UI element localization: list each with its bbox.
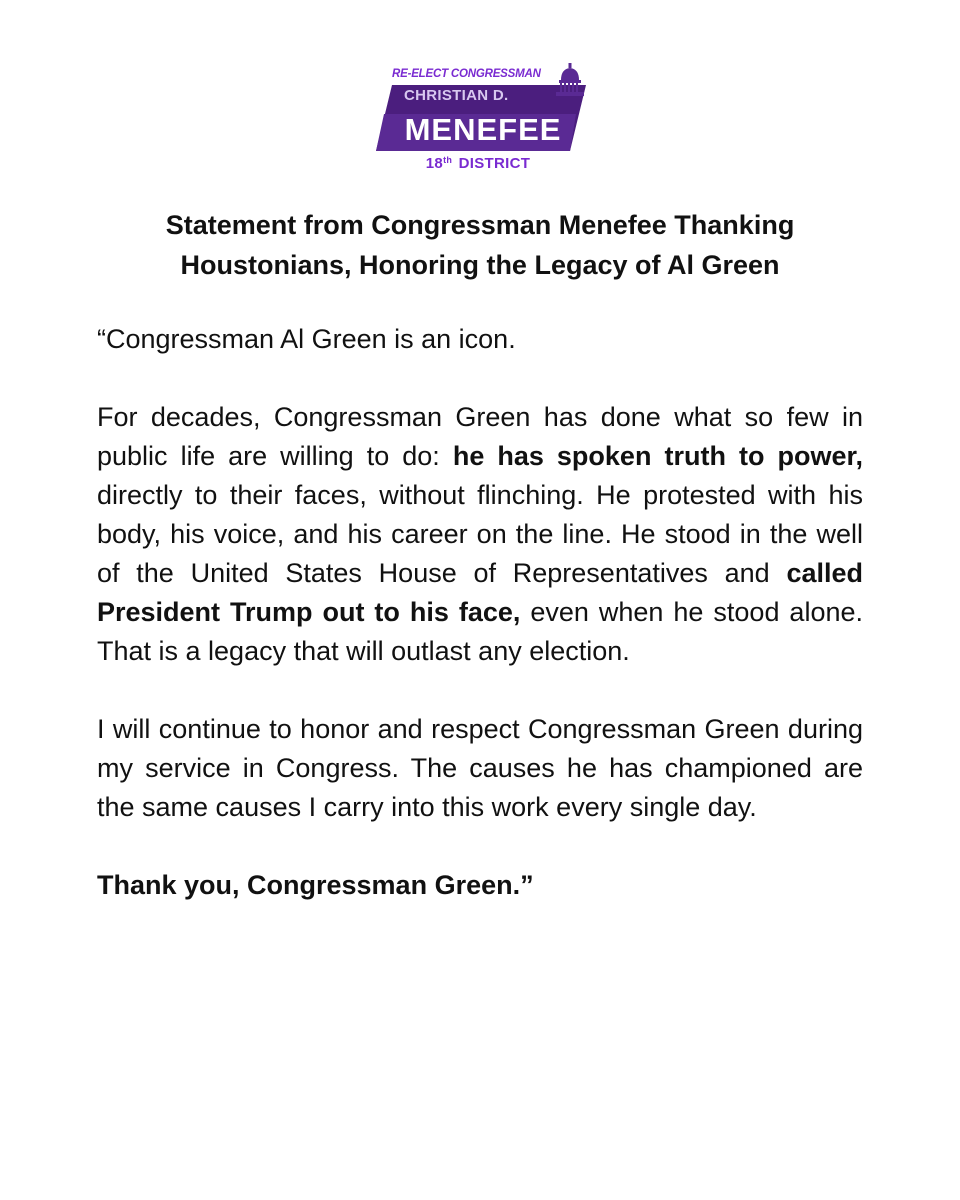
emphasis-truth-to-power: he has spoken truth to power, [452,441,863,471]
headline-line-2: Houstonians, Honoring the Legacy of Al Green [180,250,780,280]
paragraph-continue: I will continue to honor and respect Congressman Green during my service in Congress. The causes he has championed are the same causes I carry into this work every single day. [97,714,863,822]
paragraph-legacy: For decades, Congressman Green has done what so few in public life are willing to do: he has spoken truth to power, directly to their faces, without flinching. He protested with his body, his voice, and his career on the line. He stood in the well of the United States House of Representatives and called President Trump out to his face, even when he stood alone. That is a legacy that will outlast any election. [97,402,863,666]
capitol-dome-icon [550,62,590,102]
logo-district: 18th DISTRICT [425,155,531,172]
statement-headline [90,205,870,285]
logo-name-first: CHRISTIAN D. [404,87,509,104]
logo-name-last: MENEFEE [404,112,562,147]
emphasis-called-trump-out: called President Trump out to his face, [97,558,863,627]
headline-line-1: Statement from Congressman Menefee Thanking [165,210,795,240]
campaign-logo [370,62,590,177]
paragraph-opening: “Congressman Al Green is an icon. [97,324,516,354]
logo-top-line: RE-ELECT CONGRESSMAN [392,68,541,80]
paragraph-closing: Thank you, Congressman Green.” [97,870,534,900]
statement-body [97,320,863,944]
